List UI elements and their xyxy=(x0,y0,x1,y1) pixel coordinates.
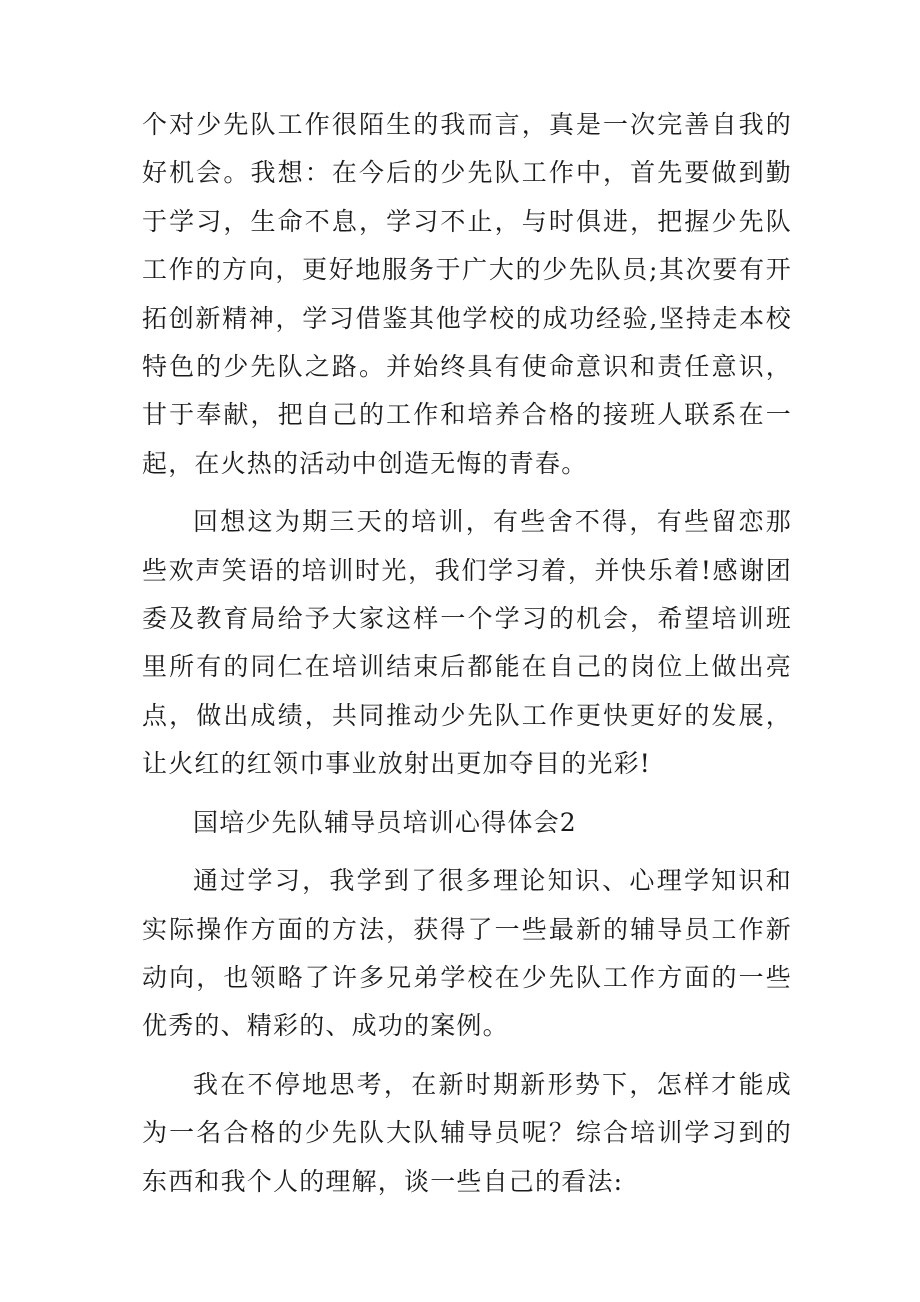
paragraph-continuation: 个对少先队工作很陌生的我而言，真是一次完善自我的好机会。我想：在今后的少先队工作中，首先要做到勤于学习，生命不息，学习不止，与时俱进，把握少先队工作的方向，更好地服务于广大的少先队员;其次要有开拓创新精神，学习借鉴其他学校的成功经验,坚持走本校特色的少先队之路。并始终具有使命意识和责任意识，甘于奉献，把自己的工作和培养合格的接班人联系在一起，在火热的活动中创造无悔的青春。 xyxy=(142,110,792,478)
paragraph-learning: 通过学习，我学到了很多理论知识、心理学知识和实际操作方面的方法，获得了一些最新的辅导员工作新动向，也领略了许多兄弟学校在少先队工作方面的一些优秀的、精彩的、成功的案例。 xyxy=(142,866,792,1041)
section-heading: 国培少先队辅导员培训心得体会2 xyxy=(193,807,577,837)
document-body xyxy=(142,101,792,1216)
paragraph-thinking: 我在不停地思考，在新时期新形势下，怎样才能成为一名合格的少先队大队辅导员呢？综合培训学习到的东西和我个人的理解，谈一些自己的看法: xyxy=(142,1069,792,1196)
paragraph-reflection: 回想这为期三天的培训，有些舍不得，有些留恋那些欢声笑语的培训时光，我们学习着，并快乐着!感谢团委及教育局给予大家这样一个学习的机会，希望培训班里所有的同仁在培训结束后都能在自己的岗位上做出亮点，做出成绩，共同推动少先队工作更快更好的发展，让火红的红领巾事业放射出更加夺目的光彩! xyxy=(142,507,792,779)
